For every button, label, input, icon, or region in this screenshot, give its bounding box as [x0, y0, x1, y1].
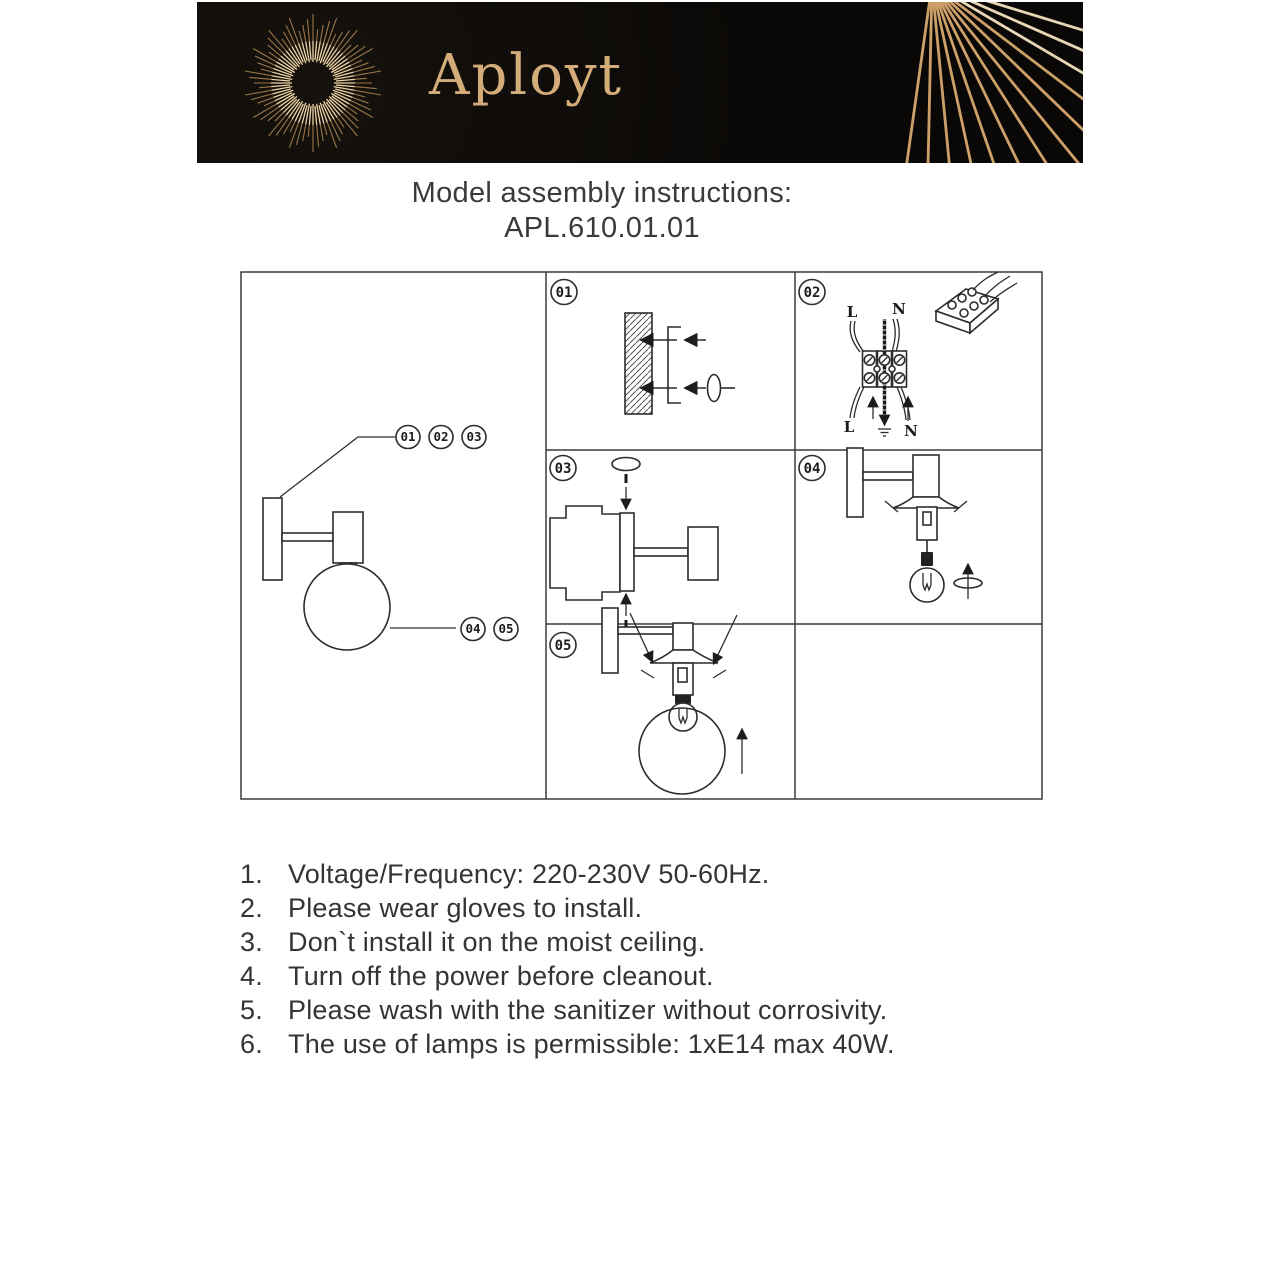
skirt-tick-left	[641, 670, 654, 678]
svg-text:04: 04	[803, 461, 821, 477]
item-number: 5.	[240, 995, 263, 1025]
item-text: Turn off the power before cleanout.	[288, 961, 714, 991]
mounting-bracket	[550, 506, 620, 600]
item-number: 6.	[240, 1029, 263, 1059]
instruction-item	[240, 925, 1040, 959]
svg-text:02: 02	[803, 285, 821, 301]
callout-badge: 02	[433, 429, 449, 444]
item-text: The use of lamps is permissible: 1xE14 max 40W.	[288, 1029, 895, 1059]
callout-line-top	[280, 437, 395, 497]
item-text: Please wear gloves to install.	[288, 893, 643, 923]
overview-panel	[263, 426, 518, 651]
title-block	[197, 176, 1007, 246]
callout-badge: 01	[400, 429, 416, 444]
model-number: APL.610.01.01	[504, 212, 700, 244]
svg-text:01: 01	[555, 285, 573, 301]
overview-wall-plate	[263, 498, 282, 580]
item-number: 3.	[240, 927, 263, 957]
callout-badge: 03	[466, 429, 482, 444]
shade-skirt	[650, 650, 718, 663]
guide-arrow-right	[714, 615, 737, 663]
step-panel-05	[550, 608, 742, 794]
instruction-item	[240, 857, 1040, 891]
wire-label-live-top: L	[846, 303, 858, 321]
wire-label-neutral-bottom: N	[904, 422, 918, 440]
callout-badges-top	[396, 426, 486, 449]
socket-slot	[923, 512, 931, 525]
mounting-bracket	[668, 327, 681, 403]
skirt-tick-right	[713, 670, 726, 678]
brand-logo-sunburst	[237, 4, 389, 162]
item-text: Please wash with the sanitizer without corrosivity.	[288, 995, 888, 1025]
instructions-list	[240, 857, 1040, 1061]
item-number: 2.	[240, 893, 263, 923]
instruction-item	[240, 891, 1040, 925]
svg-text:05: 05	[554, 638, 572, 654]
bulb-icon	[669, 695, 697, 731]
instruction-item	[240, 993, 1040, 1027]
socket-slot	[678, 668, 687, 682]
instruction-item	[240, 1027, 1040, 1061]
wall-section-hatched	[625, 313, 652, 414]
svg-text:03: 03	[554, 461, 572, 477]
callout-badge: 05	[498, 621, 514, 636]
item-number: 1.	[240, 859, 263, 889]
wall-plate	[847, 448, 863, 517]
instruction-item	[240, 959, 1040, 993]
callout-badge: 04	[465, 621, 481, 636]
step-panel-04	[799, 448, 982, 602]
step-panel-03	[550, 456, 718, 629]
overview-globe	[304, 564, 390, 650]
terminal-block	[863, 319, 907, 417]
page-title: Model assembly instructions:	[411, 177, 793, 209]
step-panel-01	[551, 280, 735, 415]
screwdriver-icon	[612, 458, 640, 471]
lamp-arm	[634, 548, 688, 556]
lamp-arm	[618, 627, 673, 634]
step-panel-02	[799, 272, 1017, 440]
overview-arm	[282, 533, 333, 541]
brand-banner	[197, 2, 1083, 163]
earth-symbol	[878, 429, 891, 436]
lamp-backplate	[620, 513, 634, 591]
lamp-arm	[863, 472, 913, 480]
wall-plate	[602, 608, 618, 673]
terminal-block-3d	[936, 272, 1017, 333]
wire-label-live-bottom: L	[843, 418, 855, 436]
item-text: Don`t install it on the moist ceiling.	[288, 927, 706, 957]
assembly-diagram	[240, 271, 1043, 800]
lamp-body	[673, 623, 693, 650]
item-text: Voltage/Frequency: 220-230V 50-60Hz.	[288, 859, 770, 889]
guide-arrow-left	[630, 613, 652, 661]
callout-badges-bottom	[461, 618, 518, 641]
banner-rays-decoration	[663, 2, 1083, 163]
lamp-body	[913, 455, 939, 497]
lamp-body	[688, 527, 718, 580]
bulb-icon	[910, 552, 944, 602]
item-number: 4.	[240, 961, 263, 991]
overview-body	[333, 512, 363, 563]
screwdriver-icon	[708, 375, 721, 402]
brand-name: Aployt	[429, 43, 624, 108]
wire-label-neutral-top: N	[892, 300, 906, 318]
